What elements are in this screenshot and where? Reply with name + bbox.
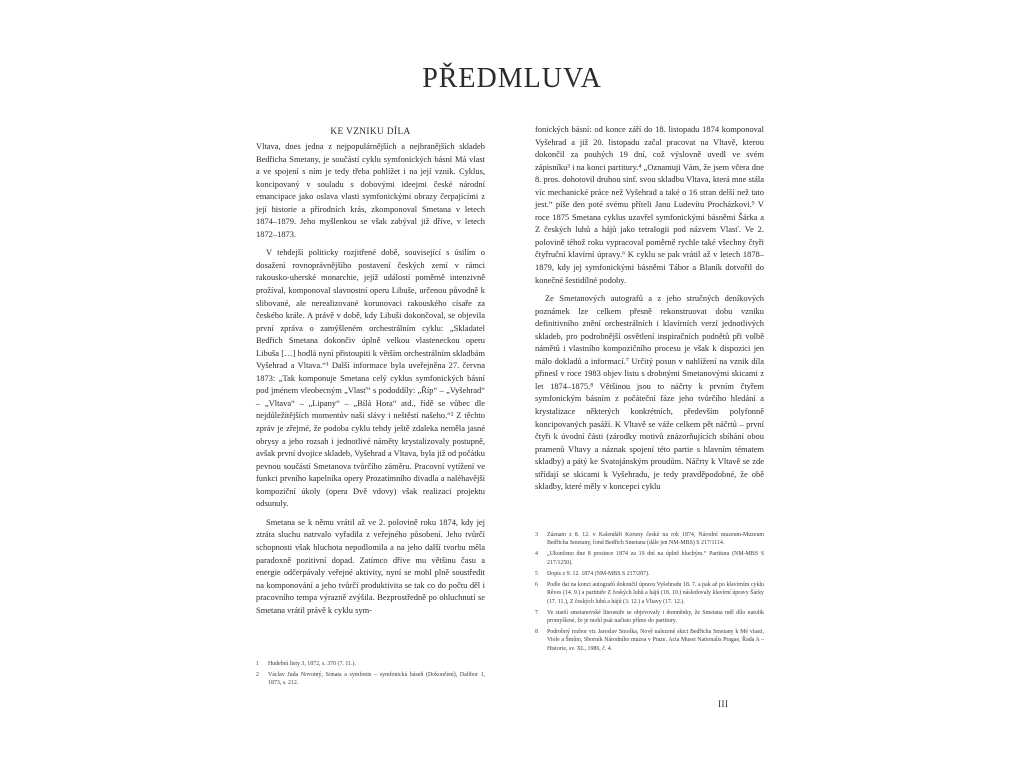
footnote-number: 6 bbox=[535, 581, 538, 588]
footnote-text: „Ukončeno dne 8 prosince 1874 za 19 dní na úplně hluchým.“ Partitura (NM-MBS S 217/1250). bbox=[547, 551, 764, 566]
footnote-text: Podle dat na konci autografů dokončil úpravu Vyšehradu 18. 7. a pak až po klavírním cyklu Rêves (14. 9.) a partituře Z českých luhů a hájů (18. 10.) následovaly klavírní úpravy Šárky (17. 11.), Z českých luhů a hájů (3. 12.) a Vltavy (17. 12.). bbox=[547, 581, 764, 605]
left-column bbox=[256, 127, 485, 616]
footnote bbox=[535, 628, 764, 653]
footnote-text: Záznam z 8. 12. v Kalendáři Koruny české na rok 1874, Národní muzeum-Muzeum Bedřicha Smetany, fond Bedřich Smetana (dále jen NM-MBS) S 217/1114. bbox=[547, 532, 764, 547]
footnote-number: 2 bbox=[256, 672, 259, 678]
footnote bbox=[535, 570, 764, 578]
footnote bbox=[535, 531, 764, 548]
paragraph: V tehdejší politicky rozjitřené době, související s úsilím o dosažení rovnoprávnějšího postavení českých zemí v rámci rakousko-uherské monarchie, jejíž událostí poměrně intenzivně prožíval, komponoval slavnostní operu Libuše, určenou původně k slibované, ale nerealizované korunovaci rakouského císaře za českého krále. A právě v době, kdy Libuši dokončoval, se objevila první zpráva o zamýšleném orchestrálním cyklu: „Skladatel Bedřich Smetana dokončiv úplně velkou vlasteneckou operu Libuša […] hodlá nyní přistoupiti k větším orchestrálním skladbám Vyšehrad a Vltava.“¹ Další informace byla uveřejněna 27. června 1873: „Tak komponuje Smetana celý cyklus symfonických básní pod jménem vleobecným „Vlasť“ s pododdíly: „Říp“ – „Vyšehrad“ – „Vltava“ – „Lipany“ – „Bílá Hora“ atd., řídě se vůbec dle nejdůležitějších momentův naší slávy i neštěstí našeho.“² Z těchto zpráv je zřejmé, že podoba cyklu tehdy ještě zdaleka neměla jasné obrysy a jeho rozsah i jednotlivé náměty krystalizovaly postupně, avšak první dvojice skladeb, Vyšehrad a Vltava, byla již od počátku pevnou součástí Smetanova tvůrčího záměru. Pracovní vytížení ve funkci prvního kapelníka opery Prozatímního divadla a naléhavější kompoziční úkoly (opera Dvě vdovy) však realizaci projektu odsunuly. bbox=[256, 247, 485, 509]
footnote-number: 4 bbox=[535, 551, 538, 558]
footnote-text: Podrobný rozbor viz Jaroslav Smolka, Nově nalezené skici Bedřicha Smetany k Mé vlasti, Viole a Šmům, Sborník Národního muzea v Praze. Acta Musei Nationalis Pragae, Řada A – Historie, sv. XL, 1986, č. 4. bbox=[547, 629, 764, 652]
footnote-number: 8 bbox=[535, 629, 538, 636]
footnote-text: Václav Juda Novotný, Sonata a symfonie – symfonická báseň (Dokončení), Dalibor 1, 1873, s. 212. bbox=[268, 672, 485, 687]
footnote bbox=[535, 581, 764, 606]
right-column bbox=[535, 123, 764, 493]
footnote-number: 5 bbox=[535, 570, 538, 577]
footnotes-right bbox=[535, 531, 764, 656]
footnote bbox=[256, 671, 485, 688]
page-number: III bbox=[718, 699, 729, 709]
footnote bbox=[535, 550, 764, 567]
section-heading: KE VZNIKU DÍLA bbox=[330, 127, 411, 137]
footnotes-left bbox=[256, 660, 485, 690]
footnote-text: Hudební listy 3, 1872, s. 370 (7. 11.). bbox=[268, 661, 356, 667]
paragraph: Smetana se k němu vrátil až ve 2. polovině roku 1874, kdy jej ztráta sluchu natrvalo vyřadila z veřejného působení. Jeho tvůrčí schopnosti však hluchota nepodlomila a na jeho další tvorbu měla paradoxně pozitivní dopad. Zatímco dříve mu většinu času a energie odčerpávaly veřejné aktivity, nyní se mohl plně soustředit na komponování a jeho tvůrčí produktivita se tak co do počtu děl i pracovního tempa výrazně zvýšila. Bezprostředně po ohluchnutí se Smetana vrátil právě k cyklu sym- bbox=[256, 516, 485, 615]
page-title: PŘEDMLUVA bbox=[422, 63, 602, 94]
paragraph: Vltava, dnes jedna z nejpopulárnějších a nejhranějších skladeb Bedřicha Smetany, je součástí cyklu symfonických básní Má vlast a ve spojení s ním je tedy třeba pohlížet i na její vznik. Cyklus, koncipovaný v souladu s dobovými ideejmi české národní emancipace jako oslava vlasti symfonickými obrazy čerpajícími z její historie a přírodních krás, zkomponoval Smetana v letech 1874–1879. Jeho myšlenkou se však zabýval již dříve, v letech 1872–1873. bbox=[256, 141, 485, 239]
footnote bbox=[535, 609, 764, 626]
footnote-number: 3 bbox=[535, 532, 538, 538]
footnote-text: Dopis z 9. 12. 1874 (NM-MBS S 217/287). bbox=[547, 570, 650, 577]
footnote-text: Ve starší smetanovské literatuře se objevovaly i domněnky, že Smetana měl dílo natolik promyšlené, že je mohl psát načisto přímo do partitury. bbox=[547, 609, 764, 625]
footnote bbox=[256, 660, 485, 668]
footnote-number: 1 bbox=[256, 661, 259, 667]
paragraph: Ze Smetanových autografů a z jeho stručných deníkových poznámek lze celkem přesně rekonstruovat dobu vzniku definitivního znění orchestrálních i klavírních verzí jednotlivých skladeb, pro podrobnější osvětlení inspiračních podnětů při volbě námětů i vlastního kompozičního procesu je však k dispozici jen málo dokladů a informací.⁷ Určitý posun v nahlížení na vznik díla přinesl v roce 1983 objev listu s drobnými Smetanovými skicami z let 1874–1875.⁸ Většinou jsou to náčrty k prvním čtyřem symfonickým básním z počáteční fáze jeho tvůrčího hledání a krystalizace některých konkrétních, především polyfonně koncipovaných pasáží. K Vltavě se váže celkem pět náčrtů – první čtyři k úvodní části (zárodky motivů znázorňujících sbíhání obou pramenů Vltavy a náznak spojení této partie s hlavním tématem skladby) a pátý ke Svatojánským proudům. Náčrty k Vltavě se zde střídají se skicami k Vyšehradu, je tedy pravděpodobné, že obě skladby, které měly v koncepci cyklu bbox=[535, 293, 764, 492]
footnote-number: 7 bbox=[535, 609, 538, 616]
paragraph: fonických básní: od konce září do 18. listopadu 1874 komponoval Vyšehrad a již 20. listopadu začal pracovat na Vltavě, kterou dokončil za pouhých 19 dní, což výslovně uvedl ve svém zápisníku³ i na konci partitury.⁴ „Oznamuji Vám, že jsem včera dne 8. pros. dohotovil druhou sinf. svou skladbu Vltava, která mne stála víc mechanické práce než Vyšehrad a také o 16 stran delší než tato jest.“ píše den poté svému příteli Janu Ludevítu Procházkovi.⁵ V roce 1875 Smetana cyklus uzavřel symfonickými básněmi Šárka a Z českých luhů a hájů jako tetralogii pod názvem Vlasť. Ve 2. polovině téhož roku vypracoval poměrně rychle také všechny čtyři čtyřruční klavírní úpravy.⁶ K cyklu se pak vrátil až v letech 1878–1879, kdy jej symfonickými básněmi Tábor a Blaník dotvořil do konečné šestidílné podoby. bbox=[535, 124, 764, 285]
